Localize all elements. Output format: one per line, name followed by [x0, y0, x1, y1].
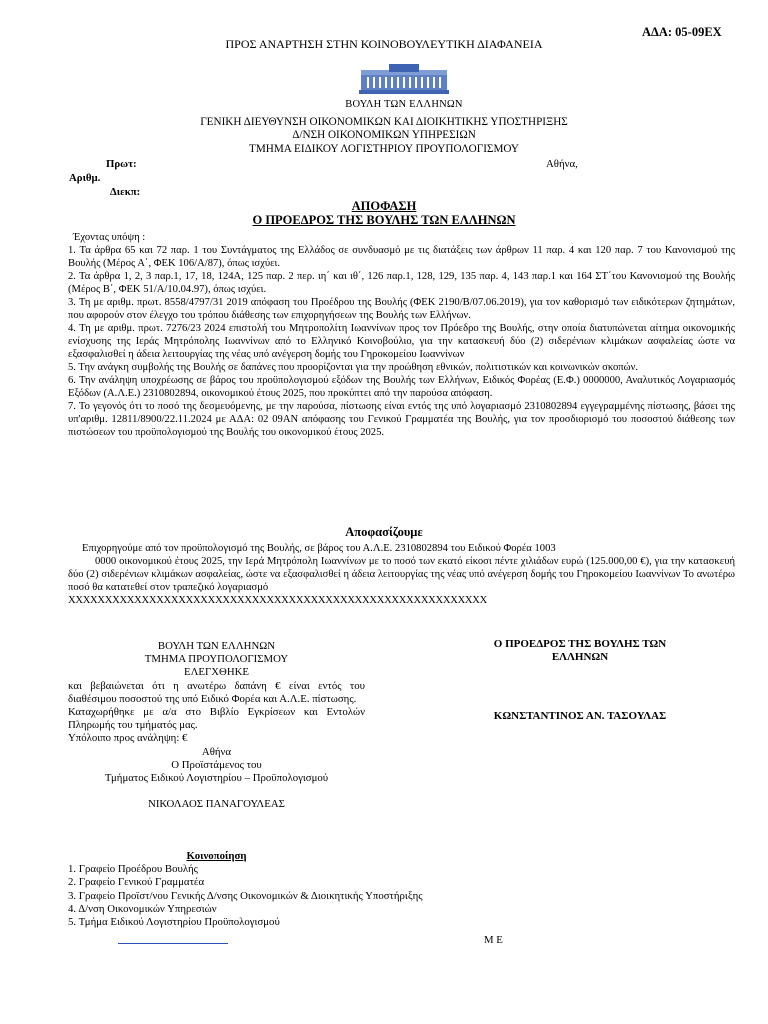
parliament-building-icon: [359, 62, 449, 96]
intro: Έχοντας υπόψη :: [73, 232, 146, 243]
head-dept: Τμήματος Ειδικού Λογιστηρίου – Προϋπολογισμού: [104, 772, 329, 785]
control-paragraph-2: Καταχωρήθηκε με α/α στο Βιβλίο Εγκρίσεων και Εντολών Πληρωμής του τμήματός μας.: [68, 706, 365, 732]
notification-title: Κοινοποίηση: [186, 850, 247, 862]
consideration-7: 7. Το γεγονός ότι το ποσό της δεσμευόμενης, με την παρούσα, πίστωσης είναι εντός της υπό λογαριασμό 2310802894 εγγεγραμμένης πίστωσης, βάσει της υπ'αριθμ. 12811/8900/22.11.2024 με ΑΔΑ: 02 09ΑΝ απόφασης του Γενικού Γραμματέα της Βουλής, για τον προσδιορισμό του ποσοστού διάθεσης των πιστώσεων του προϋπολογισμού της Βουλής του οικονομικού έτους 2025.: [68, 401, 735, 438]
consideration-2: 2. Τα άρθρα 1, 2, 3 παρ.1, 17, 18, 124Α, 125 παρ. 2 περ. ιη΄ και ιθ΄, 126 παρ.1, 128, 129, 135 παρ. 4, 143 παρ.1 και 164 ΣΤ΄του Κανονισμού της Βουλής (Μέρος Β΄, ΦΕΚ 51/Α/10.04.97), όπως ισχύει.: [68, 271, 735, 295]
control-athens: Αθήνα: [201, 745, 232, 758]
dept-line-2: Δ/ΝΣΗ ΟΙΚΟΝΟΜΙΚΩΝ ΥΠΗΡΕΣΙΩΝ: [292, 129, 476, 141]
president-block: [465, 638, 695, 723]
decision-title: ΑΠΟΦΑΣΗ: [351, 199, 417, 213]
consideration-3: 3. Τη με αριθμ. πρωτ. 8558/4797/31 2019 απόφαση του Προέδρου της Βουλής (ΦΕΚ 2190/Β/07.06.2019), για τον καθορισμό των ειδικότερων ζητημάτων, που αφορούν στον έλεγχο του τρόπου διάθεσης των επιχορηγήσεων της Βουλής των Ελλήνων.: [68, 297, 735, 321]
president-name: ΚΩΝΣΤΑΝΤΙΝΟΣ ΑΝ. ΤΑΣΟΥΛΑΣ: [493, 710, 667, 722]
consideration-4: 4. Τη με αριθμ. πρωτ. 7276/23 2024 επιστολή του Μητροπολίτη Ιωαννίνων προς τον Πρόεδρο της Βουλής, στην οποία διατυπώνεται αίτημα οικονομικής ενίσχυσης της Ιεράς Μητρόπολης Ιωαννίνων από το Ελληνικό Κοινοβούλιο, για την κατασκευή δύο (2) σιδερένιων κλιμάκων ασφαλείας ώστε να εξασφαλισθεί η άδεια λειτουργίας της νέας υπό ανέγερση δομής του Γηροκομείου Ιωαννίνων: [68, 323, 735, 360]
budget-control-block: [68, 640, 365, 811]
account-number-masked: XXXXXXXXXXXXXXXXXXXXXXXXXXXXXXXXXXXXXXXXXXXXXXXXXXXXXXXXX: [68, 595, 487, 606]
control-checked: ΕΛΕΓΧΘΗΚΕ: [183, 666, 250, 679]
notification-block: [68, 850, 568, 929]
logo-caption: ΒΟΥΛΗ ΤΩΝ ΕΛΛΗΝΩΝ: [345, 99, 463, 110]
hyperlink-underline: [118, 943, 228, 944]
control-balance: Υπόλοιπο προς ανάληψη: €: [68, 732, 188, 745]
control-paragraph-1: και βεβαιώνεται ότι η ανωτέρω δαπάνη € είναι εντός του διαθέσιμου ποσοστού της υπό Ειδικό Φορέα και Α.Λ.Ε. πίστωσης.: [68, 679, 365, 705]
notification-item-1: 1. Γραφείο Προέδρου Βουλής: [68, 863, 198, 876]
consideration-6: 6. Την ανάληψη υποχρέωσης σε βάρος του προϋπολογισμού εξόδων της Βουλής των Ελλήνων, Ειδικός Φορέας (Ε.Φ.) 0000000, Αναλυτικός Λογαριασμός Εξόδων (Α.Λ.Ε.) 2310802894, οικονομικού έτους 2025, που προκύπτει από την παρούσα απόφαση.: [68, 375, 735, 399]
notification-item-5: 5. Τμήμα Ειδικού Λογιστηρίου Προϋπολογισμού: [68, 916, 280, 929]
considerations: [68, 231, 735, 439]
president-title-2: ΕΛΛΗΝΩΝ: [551, 651, 609, 663]
consideration-5: 5. Την ανάγκη συμβολής της Βουλής σε δαπάνες που προορίζονται για την προώθηση εθνικών, πολιτιστικών και κοινωνικών σκοπών.: [68, 362, 639, 373]
decision-line-1: Επιχορηγούμε από τον προϋπολογισμό της Βουλής, σε βάρος του Α.Λ.Ε. 2310802894 του Ειδικού Φορέα 1003: [82, 543, 556, 554]
diekp-label: Διεκπ:: [110, 186, 141, 198]
notification-item-3: 3. Γραφείο Προϊστ/νου Γενικής Δ/νσης Οικονομικών & Διοικητικής Υποστήριξης: [68, 889, 423, 902]
president-title-1: Ο ΠΡΟΕΔΡΟΣ ΤΗΣ ΒΟΥΛΗΣ ΤΩΝ: [493, 638, 667, 650]
decision-subtitle: Ο ΠΡΟΕΔΡΟΣ ΤΗΣ ΒΟΥΛΗΣ ΤΩΝ ΕΛΛΗΝΩΝ: [252, 213, 516, 227]
notification-item-4: 4. Δ/νση Οικονομικών Υπηρεσιών: [68, 902, 217, 915]
athens-date: Αθήνα,: [546, 158, 578, 170]
parliament-logo: [344, 62, 464, 111]
decision-body: 0000 οικονομικού έτους 2025, την Ιερά Μητρόπολη Ιωαννίνων με το ποσό των εκατό είκοσι πέντε χιλιάδων ευρώ (125.000,00 €), για την κατασκευή δύο (2) σιδερένιων κλιμάκων ασφαλείας, ώστε να εξασφαλισθεί η άδεια λειτουργίας της νέας υπό ανέγερση δομής του Γηροκομείου Ιωαννίνων Το ανωτέρω ποσό θα κατατεθεί στον τραπεζικό λογαριασμό: [68, 556, 735, 593]
head-name: ΝΙΚΟΛΑΟΣ ΠΑΝΑΓΟΥΛΕΑΣ: [148, 798, 285, 811]
notification-item-2: 2. Γραφείο Γενικού Γραμματέα: [68, 876, 205, 889]
dept-line-1: ΓΕΝΙΚΗ ΔΙΕΥΘΥΝΣΗ ΟΙΚΟΝΟΜΙΚΩΝ ΚΑΙ ΔΙΟΙΚΗΤΙΚΗΣ ΥΠΟΣΤΗΡΙΞΗΣ: [200, 116, 568, 128]
control-org: ΒΟΥΛΗ ΤΩΝ ΕΛΛΗΝΩΝ: [157, 640, 276, 652]
top-title: ΠΡΟΣ ΑΝΑΡΤΗΣΗ ΣΤΗΝ ΚΟΙΝΟΒΟΥΛΕΥΤΙΚΗ ΔΙΑΦΑΝΕΙΑ: [225, 37, 543, 51]
control-dept: ΤΜΗΜΑ ΠΡΟΥΠΟΛΟΓΙΣΜΟΥ: [144, 653, 289, 666]
prot-label: Πρωτ:: [106, 158, 137, 170]
me-mark: Μ Ε: [484, 934, 503, 946]
ada-code: ΑΔΑ: 05-09ΕΧ: [642, 25, 722, 39]
decide-title: Αποφασίζουμε: [345, 525, 423, 539]
arithm-label: Αριθμ.: [69, 172, 101, 184]
dept-line-3: ΤΜΗΜΑ ΕΙΔΙΚΟΥ ΛΟΓΙΣΤΗΡΙΟΥ ΠΡΟΥΠΟΛΟΓΙΣΜΟΥ: [248, 143, 519, 155]
head-title: Ο Προϊστάμενος του: [171, 758, 262, 771]
consideration-1: 1. Τα άρθρα 65 και 72 παρ. 1 του Συντάγματος της Ελλάδος σε συνδυασμό με τις διατάξεις των άρθρων 11 παρ. 4 και 120 παρ. 7 του Κανονισμού της Βουλής (Μέρος Α΄, ΦΕΚ 106/Α/87), όπως ισχύει.: [68, 245, 735, 269]
decision-text: [68, 542, 735, 607]
